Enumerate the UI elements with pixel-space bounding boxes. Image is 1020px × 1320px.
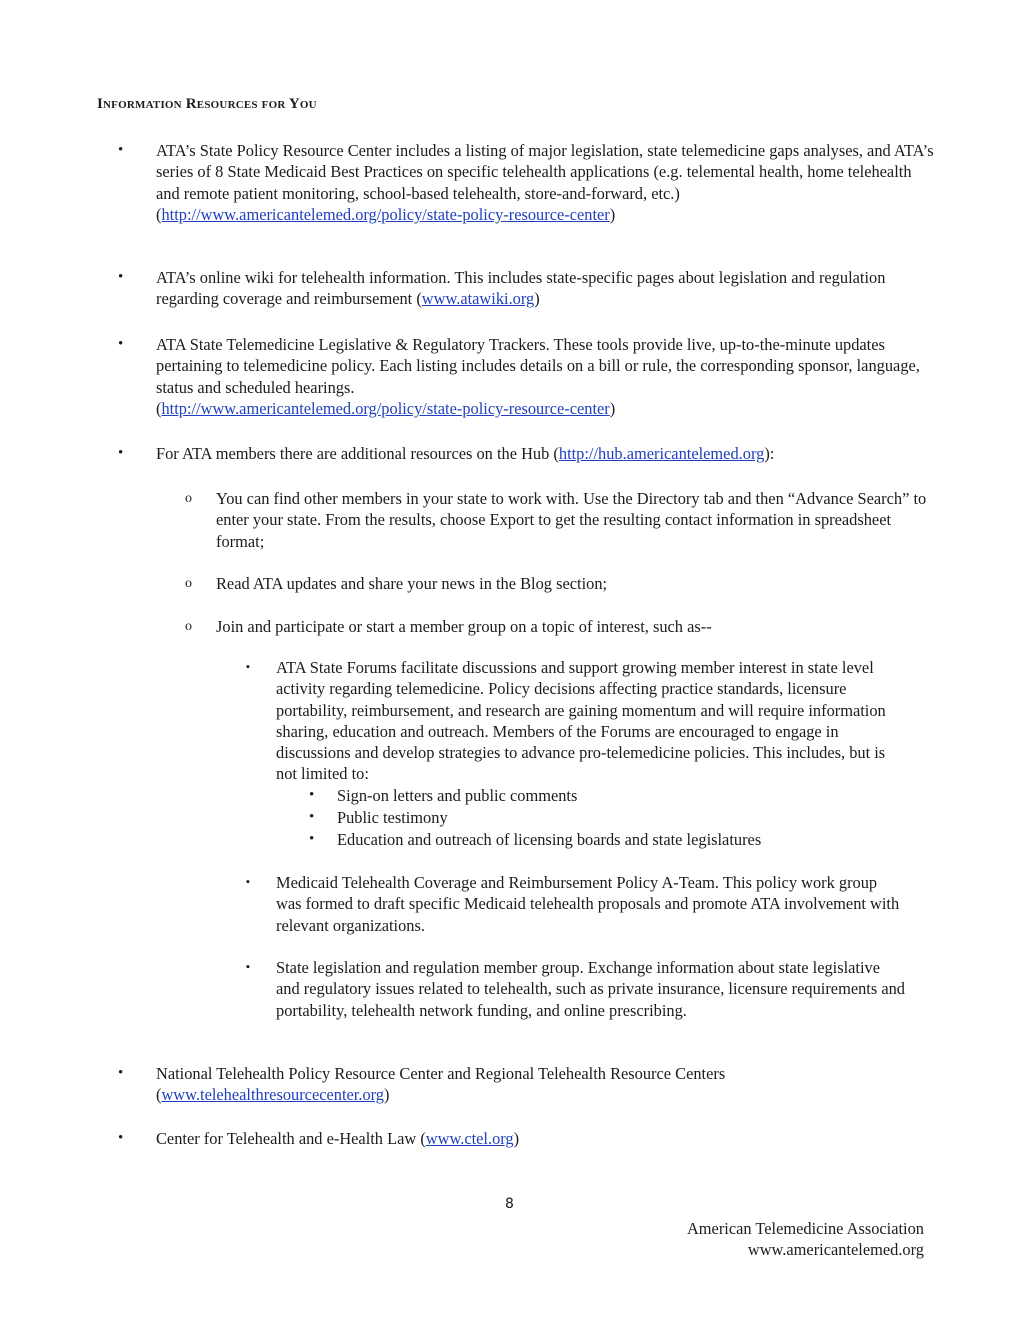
hub-link[interactable]: http://hub.americantelemed.org [558, 444, 765, 463]
paren-close: ) [609, 398, 616, 418]
bullet-marker: • [118, 269, 124, 285]
circle-marker: o [185, 619, 192, 634]
item-text: National Telehealth Policy Resource Center and Regional Telehealth Resource Centers [156, 1064, 726, 1083]
paren-open: ( [156, 1085, 162, 1105]
list-item [156, 1063, 936, 1106]
bullet-marker: • [309, 809, 315, 825]
page-title: Information Resources for You [97, 96, 317, 112]
hub-item: You can find other members in your state to work with. Use the Directory tab and then “Advance Search” to enter your state. From the results, choose Export to get the resulting contact information in spreadsheet format; [216, 489, 927, 551]
bullet-marker: • [309, 831, 315, 847]
atawiki-link[interactable]: www.atawiki.org [421, 289, 535, 309]
footer-url: www.americantelemed.org [747, 1240, 924, 1260]
paren-close: ) [513, 1129, 520, 1148]
state-policy-link[interactable]: http://www.americantelemed.org/policy/state-policy-resource-center [161, 204, 610, 224]
hub-item: Join and participate or start a member group on a topic of interest, such as-- [216, 617, 712, 636]
circle-marker: o [185, 576, 192, 591]
list-item [156, 443, 936, 464]
group-item: State legislation and regulation member group. Exchange information about state legislative and regulatory issues related to telehealth, such as private insurance, licensure requirements and portability, telehealth network funding, and online prescribing. [276, 958, 905, 1020]
paren-close: ) [384, 1085, 390, 1105]
item-text: Center for Telehealth and e-Health Law ( [156, 1129, 426, 1148]
item-text: ATA’s online wiki for telehealth information. This includes state-specific pages about legislation and regulation regarding coverage and reimbursement ( [156, 268, 886, 309]
paren-open: ( [156, 398, 162, 418]
page-number: 8 [505, 1196, 514, 1212]
item-text: ATA State Telemedicine Legislative & Regulatory Trackers. These tools provide live, up-to-the-minute updates pertaining to telemedicine policy. Each listing includes details on a bill or rule, the corresponding sponsor, language, status and scheduled hearings. [156, 335, 920, 397]
item-text: ATA’s State Policy Resource Center includes a listing of major legislation, state telemedicine gaps analyses, and ATA’s series of 8 State Medicaid Best Practices on specific telehealth applications (e.g. telemental health, home telehealth and remote patient monitoring, school-based telehealth, store-and-forward, etc.) [156, 141, 934, 203]
bullet-marker: • [118, 1065, 124, 1081]
telehealth-resource-link[interactable]: www.telehealthresourcecenter.org [161, 1085, 385, 1105]
trackers-link[interactable]: http://www.americantelemed.org/policy/state-policy-resource-center [161, 398, 610, 418]
bullet-marker: • [118, 336, 124, 352]
group-subitem: Sign-on letters and public comments [337, 786, 578, 805]
list-item [156, 267, 936, 310]
hub-item: Read ATA updates and share your news in the Blog section; [216, 574, 608, 593]
list-item [156, 1128, 936, 1149]
footer [687, 1218, 924, 1261]
paren-open: ( [156, 204, 162, 224]
ctel-link[interactable]: www.ctel.org [425, 1129, 514, 1148]
square-marker: ▪ [246, 876, 250, 888]
square-marker: ▪ [246, 961, 250, 973]
list-item [156, 140, 936, 225]
bullet-marker: • [118, 142, 124, 158]
paren-close: ) [609, 204, 616, 224]
list-item [156, 334, 936, 419]
footer-org-name: American Telemedicine Association [686, 1219, 924, 1238]
group-subitem: Education and outreach of licensing boards and state legislatures [337, 830, 762, 849]
paren-close: ): [764, 444, 775, 463]
square-marker: ▪ [246, 661, 250, 673]
item-text: For ATA members there are additional resources on the Hub ( [156, 444, 559, 463]
bullet-marker: • [309, 787, 315, 803]
circle-marker: o [185, 491, 192, 506]
bullet-marker: • [118, 445, 124, 461]
group-item: ATA State Forums facilitate discussions and support growing member interest in state level activity regarding telemedicine. Policy decisions affecting practice standards, licensure portability, reimbursement, and research are gaining momentum and will require information sharing, education and outreach. Members of the Forums are encouraged to engage in discussions and develop strategies to advance pro-telemedicine policies. This includes, but is not limited to: [276, 658, 886, 784]
group-subitem: Public testimony [337, 808, 448, 827]
paren-close: ) [534, 289, 540, 309]
group-item: Medicaid Telehealth Coverage and Reimbursement Policy A-Team. This policy work group was formed to draft specific Medicaid telehealth proposals and promote ATA involvement with relevant organizations. [276, 873, 900, 935]
bullet-marker: • [118, 1130, 124, 1146]
